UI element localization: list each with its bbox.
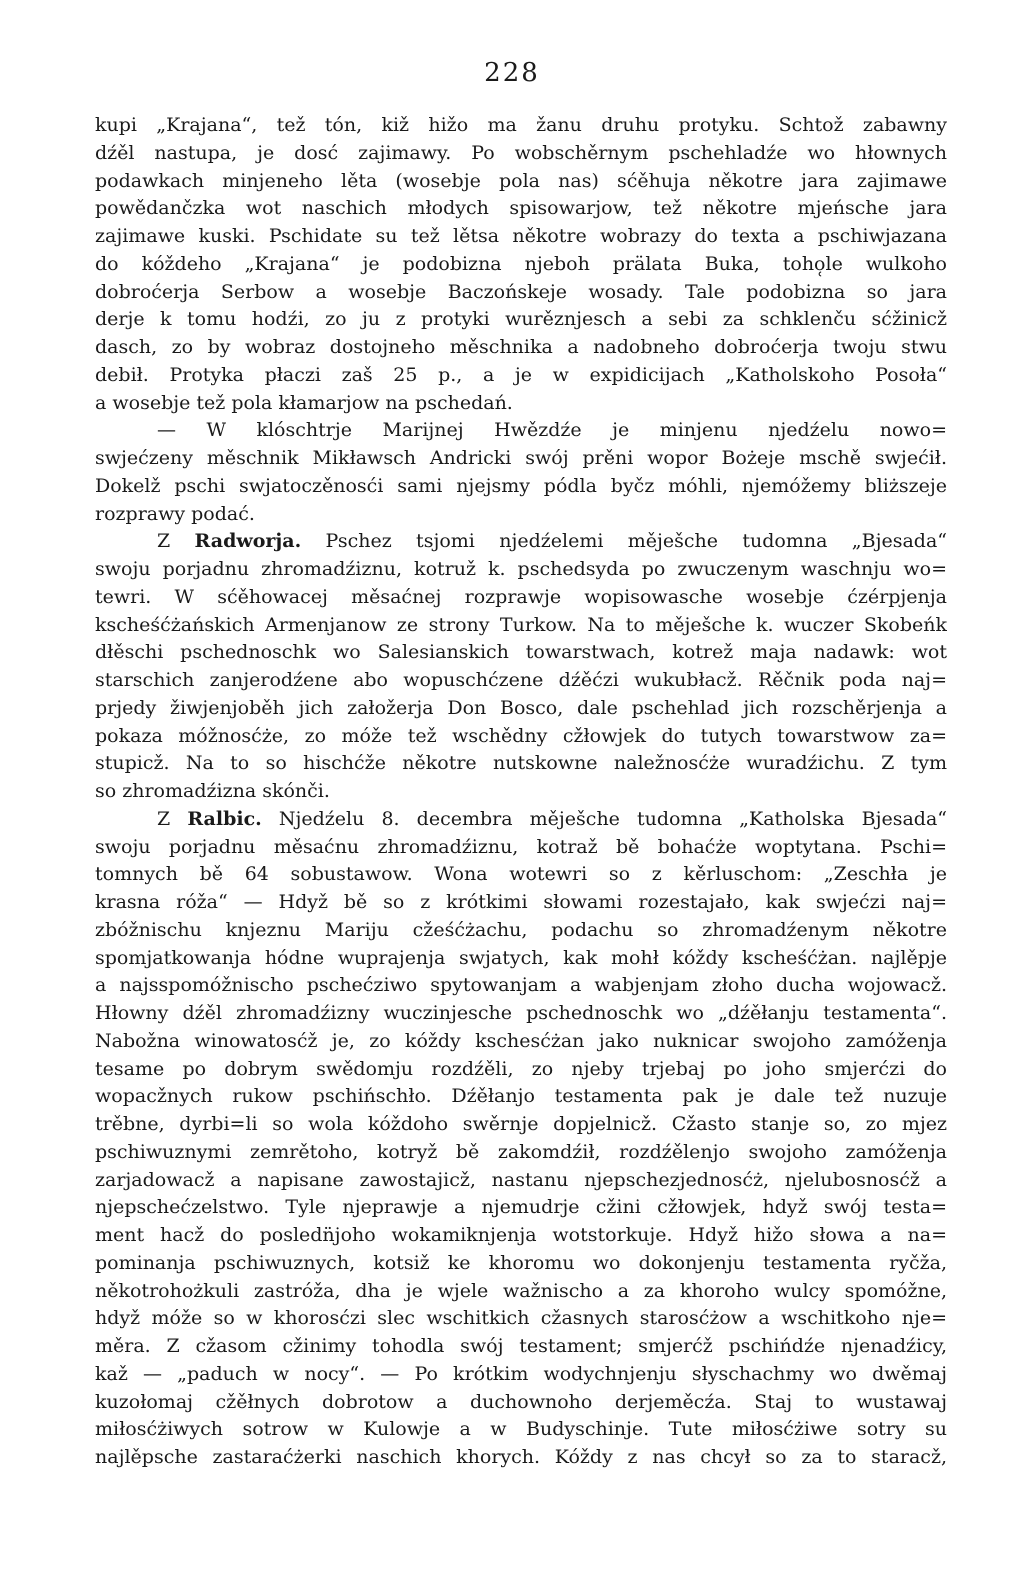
text-line: spomjatkowanja hódne wuprajenja swjatych, kak mohł kóždy kscheśćżan. najlěpje <box>95 946 947 969</box>
text-line: swoju porjadnu zhromadźiznu, kotruž k. pschedsyda po zwuczenym waschnju wo= <box>95 558 947 580</box>
text-line: zajimawe kuski. Pschidate su tež lětsa někotre wobrazy do texta a pschiwjazana <box>95 225 947 247</box>
text-line: kscheśćżańskich Armenjanow ze strony Turkow. Na to měješche k. wuczer Skobeńk <box>95 613 947 636</box>
text-line: měra. Z cžasom cžinimy tohodla swój testament; smjerćž pschińdźe njenadźicy, <box>95 1335 947 1357</box>
text-line: zbóžnischu knjeznu Mariju cžeśćżachu, podachu so zhromadźenym někotre <box>95 918 947 941</box>
text-line: někotrohożkuli zastróža, dha je wjele wažnischo a za khoroho wulcy spomóžne, <box>95 1279 947 1302</box>
text-line: swoju porjadnu měsaćnu zhromadźiznu, kotraž bě bohaćże woptytana. Pschi= <box>95 835 947 858</box>
text-line: do kóždeho „Krajana“ je podobizna njeboh prälata Buka, toho̜le wulkoho <box>95 252 947 275</box>
text-line: trěbne, dyrbi=li so wola kóždoho swěrnje dopjelnicž. Cžasto stanje so, zo mjez <box>95 1113 947 1135</box>
text-line <box>95 528 947 556</box>
text-line: tewri. W sćěhowacej měsaćnej rozprawje wopisowasche wosebje ćzérpjenja <box>95 585 947 608</box>
text-line: debił. Protyka płaczi zaš 25 p., a je w expidicijach „Katholskoho Posoła“ <box>95 363 947 386</box>
text-line: zarjadowacž a napisane zawostajicž, nastanu njepschezjednosćż, njelubosnosćž a <box>95 1168 947 1191</box>
text-line: pokaza móžnosćże, zo móže tež wschědny cžłowjek do tutych towarstwow za= <box>95 724 947 747</box>
line-text: Njedźelu 8. decembra měješche tudomna „Katholska Bjesada“ <box>261 807 947 830</box>
text-line: Nabožna winowatosćž je, zo kóždy kschesćżan jako nuknicar swojoho zamóženja <box>95 1029 947 1052</box>
text-line: pominanja pschiwuznych, kotsiž ke khoromu wo dokonjenju testamenta ryčža, <box>95 1251 947 1274</box>
text-line: tomnych bě 64 sobustawow. Wona wotewri so z kěrluschom: „Zeschła je <box>95 863 947 886</box>
section-heading: Radworja. <box>194 530 302 553</box>
text-line: pschiwuznymi zemrětoho, kotryž bě zakomdźił, rozdźělenjo swojoho zamóženja <box>95 1140 947 1163</box>
text-line: dłěschi pschednoschk wo Salesianskich towarstwach, kotrež maja nadawk: wot <box>95 641 947 664</box>
text-line: swjećzeny měschnik Mikławsch Andricki swój prěni wopor Bożeje mschě swjećił. <box>95 447 947 469</box>
text-line: powědančzka wot naschich młodych spisowarjow, tež někotre mjeńsche jara <box>95 197 947 220</box>
section-prefix: Z <box>157 807 188 830</box>
text-line: stupicž. Na to so hischćže někotre nutskowne naležnosćże wuradźichu. Z tym <box>95 752 947 775</box>
text-line: najlěpsche zastaraćżerki naschich khorych. Kóždy z nas chcył so za to staracž, <box>95 1446 947 1468</box>
text-line: kupi „Krajana“, tež tón, kiž hižo ma žanu druhu protyku. Schtož zabawny <box>95 114 947 136</box>
line-text: Pschez tsjomi njedźelemi měješche tudomna „Bjesada“ <box>301 530 947 553</box>
text-line: podawkach minjeneho lěta (wosebje pola nas) sćěhuja někotre jara zajimawe <box>95 169 947 192</box>
text-line: starschich zanjerodźene abo wopuschćzene dźěćzi wukubłacž. Rěčnik poda naj= <box>95 669 947 691</box>
section-heading: Ralbic. <box>187 807 262 830</box>
text-line: hdyž móže so w khorosćzi slec wschitkich cžasnych starosćżow a wschitkoho nje= <box>95 1307 947 1330</box>
text-line: krasna róža“ — Hdyž bě so z krótkimi słowami rozestajało, kak swjećzi naj= <box>95 891 947 913</box>
text-line: so zhromadźizna skónči. <box>95 780 330 802</box>
text-line: ment hacž do posledn̈joho wokamiknjenja wotstorkuje. Hdyž hižo słowa a na= <box>95 1224 947 1246</box>
text-line: dobroćerja Serbow a wosebje Baczońskeje wosady. Tale podobizna so jara <box>95 280 947 303</box>
text-line: derje k tomu hodźi, zo ju z protyki wurěznjesch a sebi za schklenču sćžinicž <box>95 308 947 331</box>
page-number: 228 <box>484 58 540 88</box>
body-text <box>95 112 947 1472</box>
text-line: wopacžnych rukow pschińschło. Dźěłanjo testamenta pak je dale tež nuzuje <box>95 1085 947 1108</box>
text-line: Dokelž pschi swjatoczěnosći sami njejsmy pódla byčz móhli, njemóžemy bliższeje <box>95 474 947 497</box>
text-line: — W klóschtrje Marijnej Hwězdźe je minjenu njedźelu nowo= <box>157 419 947 442</box>
text-line: kuzołomaj cžěłnych dobrotow a duchownoho derjeměcźa. Staj to wustawaj <box>95 1390 947 1413</box>
text-line: Hłowny dźěl zhromadźizny wuczinjesche pschednoschk wo „dźěłanju testamenta“. <box>95 1002 947 1024</box>
text-line: a wosebje tež pola kłamarjow na pschedań. <box>95 391 513 414</box>
text-line: prjedy žiwjenjoběh jich załožerja Don Bosco, dale pschehlad jich rozschěrjenja a <box>95 696 947 719</box>
text-line: njepschećzelstwo. Tyle njeprawje a njemudrje cžini cžłowjek, hdyž swój testa= <box>95 1196 947 1219</box>
text-line: dasch, zo by wobraz dostojneho měschnika a nadobneho dobroćerja twoju stwu <box>95 336 947 358</box>
text-line <box>95 806 947 834</box>
section-prefix: Z <box>157 530 195 553</box>
text-line: dźěl nastupa, je dosć zajimawy. Po wobschěrnym pschehladźe wo hłownych <box>95 141 947 164</box>
text-line: rozprawy podać. <box>95 502 255 525</box>
text-line: kaž — „paduch w nocy“. — Po krótkim wodychnjenju słyschachmy wo dwěmaj <box>95 1362 947 1385</box>
text-line: tesame po dobrym swědomju rozdźěli, zo njeby trjebaj po joho smjerćzi do <box>95 1057 947 1080</box>
text-line: miłosćżiwych sotrow w Kulowje a w Budyschinje. Tute miłosćżiwe sotry su <box>95 1418 947 1441</box>
text-line: a najsspomóžnischo pschećziwo spytowanjam a wabjenjam złoho ducha wojowacž. <box>95 974 947 997</box>
